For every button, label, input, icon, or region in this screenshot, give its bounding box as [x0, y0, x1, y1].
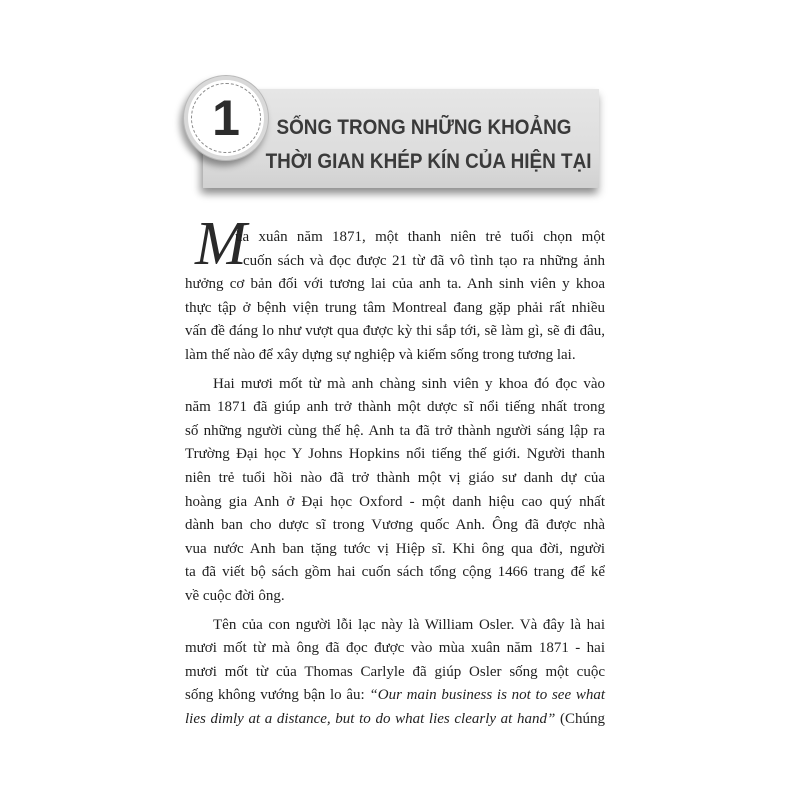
line-segment: (Chúng	[555, 710, 605, 727]
quote-segment: lies dimly at a distance, but to do what lies clearly at hand”	[185, 710, 556, 727]
body-line: mươi mốt từ của Thomas Carlyle đã giúp Osler sống một cuộc	[185, 663, 605, 680]
body-line	[185, 684, 605, 708]
paragraph-3	[185, 614, 605, 732]
body-line: số những người cùng thế hệ. Anh ta đã trở thành người sáng lập ra	[185, 422, 605, 439]
line-segment: sống không vướng bận lo âu:	[185, 687, 370, 704]
drop-cap: M	[195, 210, 247, 278]
chapter-number: 1	[212, 90, 240, 146]
body-line: niên trẻ tuổi hồi nào đã trở thành một vị giáo sư danh dự của	[185, 469, 605, 486]
body-line: Tên của con người lỗi lạc này là William Osler. Và đây là hai	[213, 616, 605, 633]
body-line: mươi mốt từ mà ông đã đọc được vào mùa xuân năm 1871 - hai	[185, 640, 605, 657]
chapter-title	[248, 111, 600, 179]
paragraph-2	[185, 373, 605, 609]
body-line	[185, 708, 605, 732]
body-line: thực tập ở bệnh viện trung tâm Montreal đang gặp phải rất nhiều	[185, 299, 605, 316]
body-line: hoàng gia Anh ở Đại học Oxford - một danh hiệu cao quý nhất	[185, 493, 605, 510]
body-line: Trường Đại học Y Johns Hopkins nổi tiếng thế giới. Người thanh	[185, 446, 605, 463]
chapter-title-line-1: SỐNG TRONG NHỮNG KHOẢNG	[276, 116, 572, 139]
body-line: về cuộc đời ông.	[185, 587, 285, 604]
body-line: hưởng cơ bản đối với tương lai của anh ta. Anh sinh viên y khoa	[185, 276, 605, 293]
body-line: làm thế nào để xây dựng sự nghiệp và kiếm sống trong tương lai.	[185, 346, 576, 363]
body-line: Hai mươi mốt từ mà anh chàng sinh viên y khoa đó đọc vào	[213, 375, 605, 392]
body-text	[185, 226, 605, 731]
body-line: cuốn sách và đọc được 21 từ đã vô tình tạo ra những ảnh	[243, 252, 605, 269]
body-line: ta đã viết bộ sách gồm hai cuốn sách tổng cộng 1466 trang để kể	[185, 564, 605, 581]
quote-segment: “Our main business is not to see what	[369, 687, 605, 704]
body-line: dành ban cho dược sĩ trong Vương quốc Anh. Ông đã được nhà	[185, 517, 605, 534]
body-line: vua nước Anh ban tặng tước vị Hiệp sĩ. Khi ông qua đời, người	[185, 540, 605, 557]
body-line: ùa xuân năm 1871, một thanh niên trẻ tuổi chọn một	[235, 229, 605, 245]
body-line: năm 1871 đã giúp anh trở thành một dược sĩ nổi tiếng nhất trong	[185, 399, 605, 416]
body-line: vấn đề đáng lo như vượt qua được kỳ thi sắp tới, sẽ làm gì, sẽ đi đâu,	[185, 323, 605, 340]
paragraph-1	[185, 226, 605, 368]
chapter-title-line-2: THỜI GIAN KHÉP KÍN CỦA HIỆN TẠI	[265, 150, 592, 173]
